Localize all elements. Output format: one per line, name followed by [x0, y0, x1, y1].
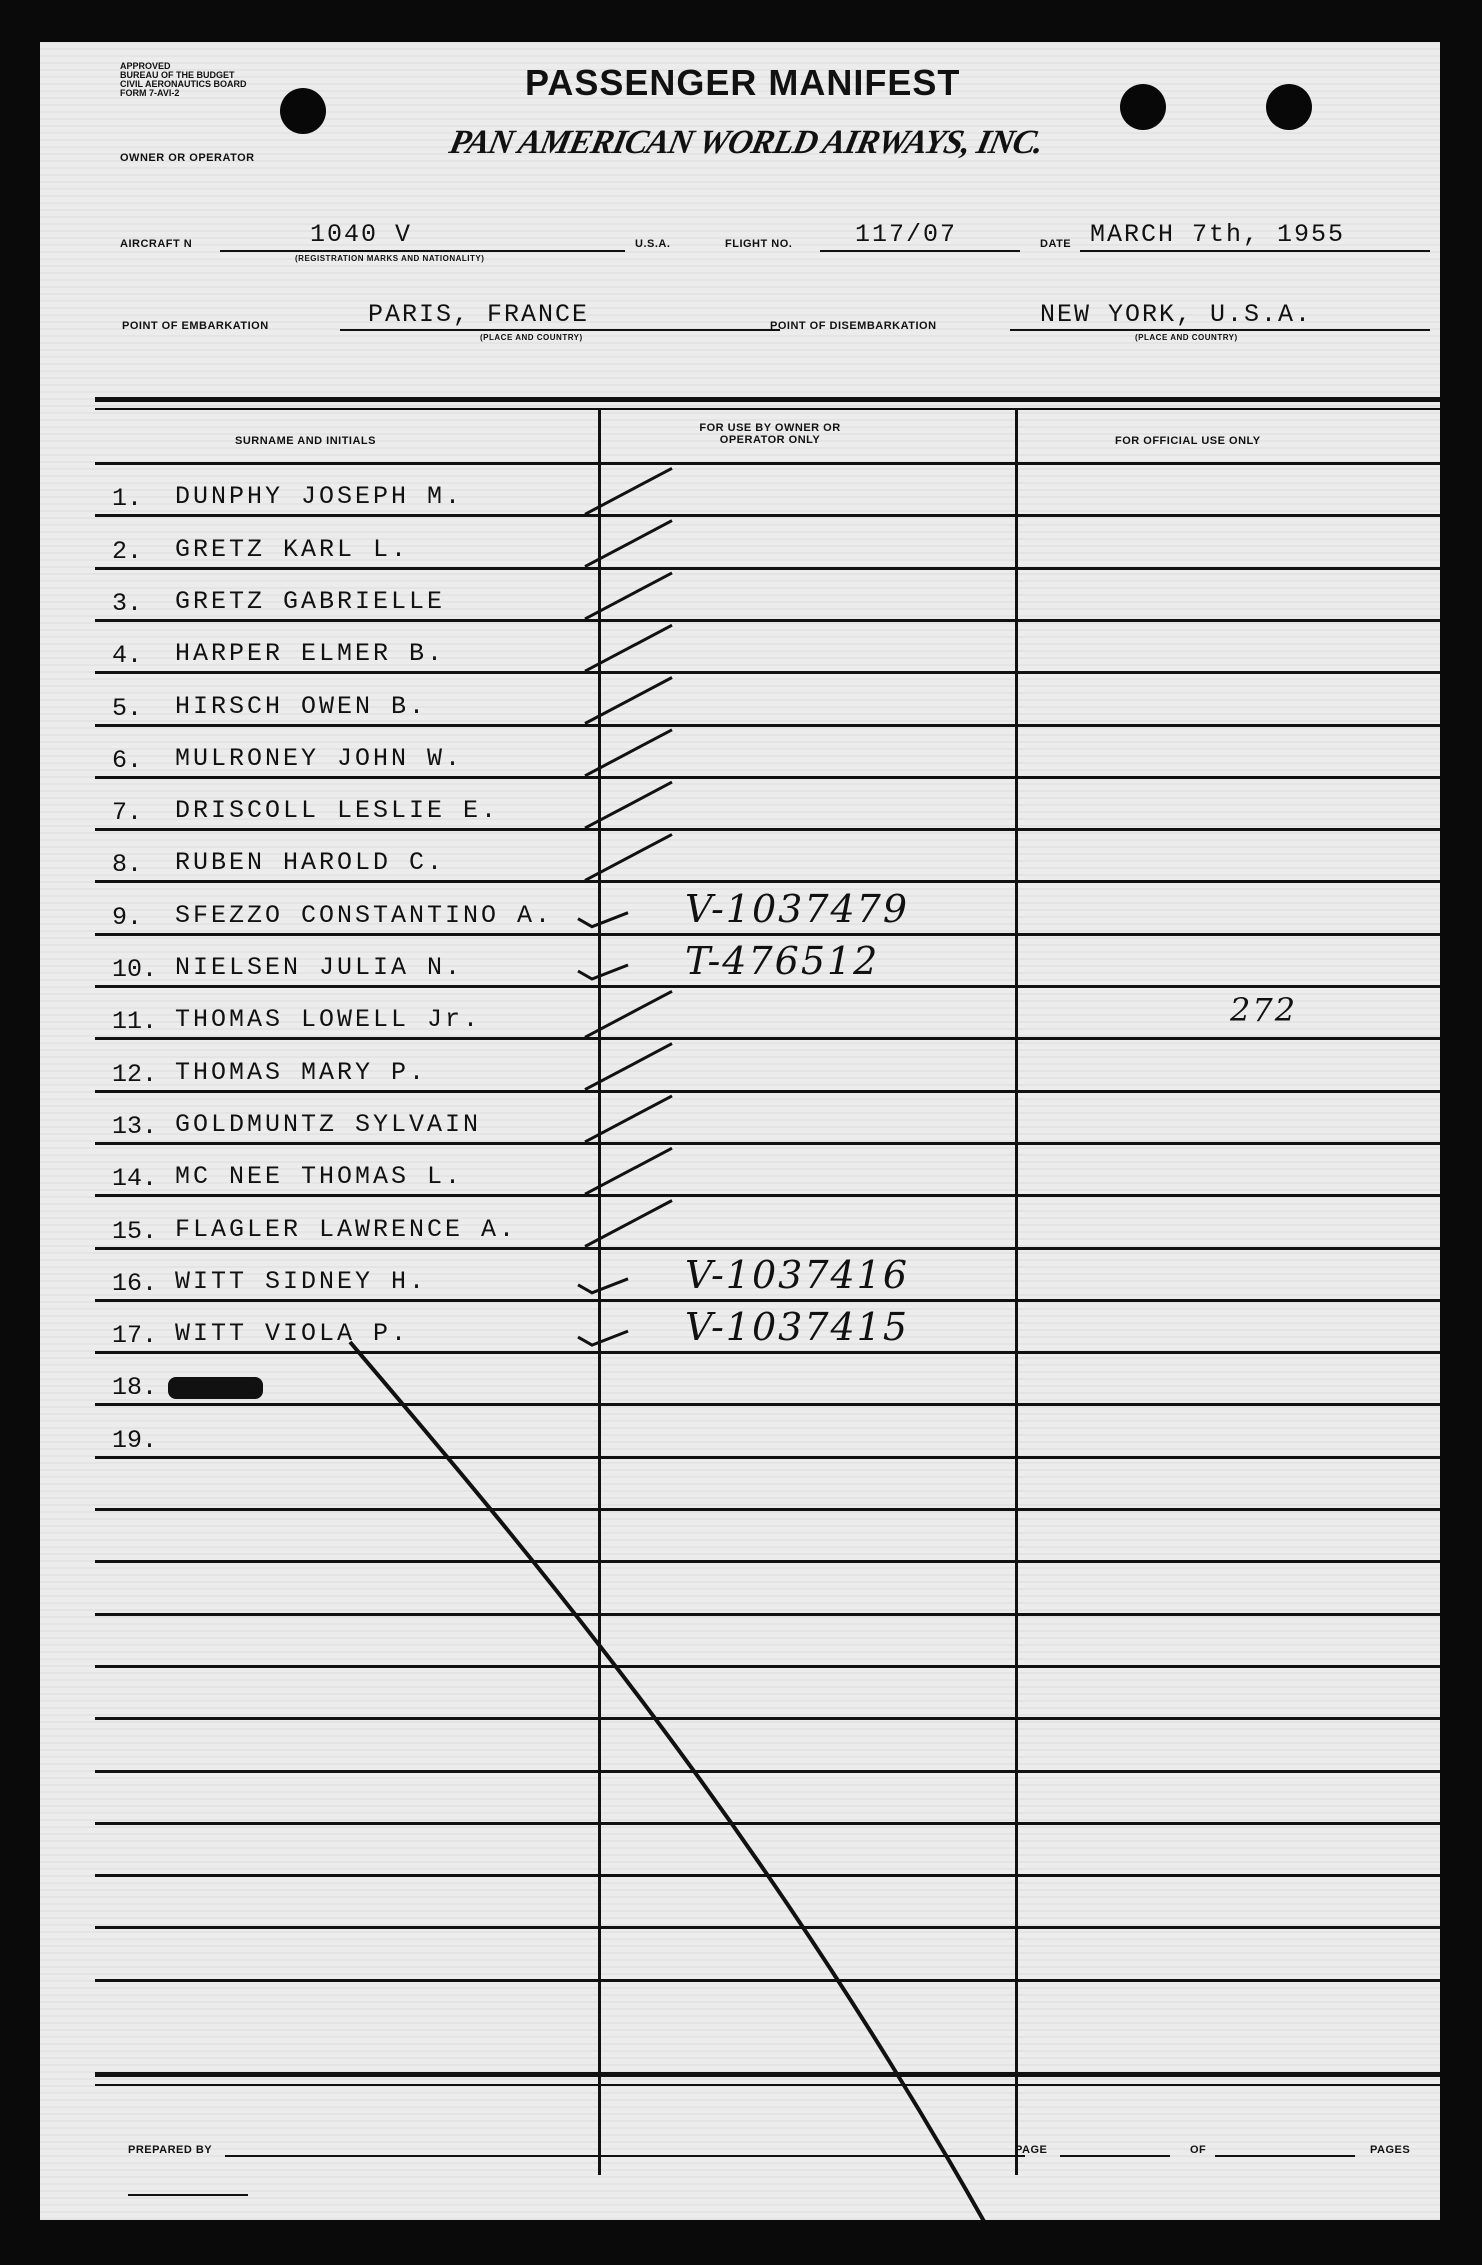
stamp-line: APPROVED [120, 61, 171, 71]
embark-label: POINT OF EMBARKATION [122, 320, 269, 332]
aircraft-label: AIRCRAFT N [120, 238, 193, 250]
column-divider [1015, 410, 1018, 2175]
passenger-name: WITT SIDNEY H. [175, 1267, 428, 1296]
passenger-name: RUBEN HAROLD C. [175, 848, 446, 877]
row-rule [95, 776, 1440, 779]
row-rule [95, 1926, 1440, 1929]
row-rule [95, 1351, 1440, 1354]
row-rule [95, 933, 1440, 936]
official-note: 272 [1230, 991, 1298, 1029]
row-number: 10. [112, 955, 158, 984]
row-number: 14. [112, 1164, 158, 1193]
page-title: PASSENGER MANIFEST [525, 62, 961, 103]
passenger-name: GRETZ GABRIELLE [175, 587, 446, 616]
col-header-name: SURNAME AND INITIALS [235, 435, 376, 447]
check-mark [578, 913, 628, 927]
disembark-label: POINT OF DISEMBARKATION [770, 320, 937, 332]
row-rule [95, 724, 1440, 727]
aircraft-value: 1040 V [310, 220, 413, 249]
operator-note: V-1037415 [685, 1305, 910, 1349]
row-number: 15. [112, 1217, 158, 1246]
disembark-sub: (PLACE AND COUNTRY) [1135, 333, 1238, 342]
row-rule [95, 1456, 1440, 1459]
passenger-name: GOLDMUNTZ SYLVAIN [175, 1110, 482, 1139]
row-rule [95, 1665, 1440, 1668]
row-rule [95, 1194, 1440, 1197]
passenger-name: HARPER ELMER B. [175, 639, 446, 668]
operator-name: PAN AMERICAN WORLD AIRWAYS, INC. [446, 124, 1047, 161]
page-label: PAGE [1015, 2144, 1048, 2156]
passenger-name: MULRONEY JOHN W. [175, 744, 464, 773]
col-header-operator [695, 422, 845, 446]
approval-stamp [120, 62, 247, 98]
row-number: 8. [112, 850, 143, 879]
row-rule [95, 1090, 1440, 1093]
date-label: DATE [1040, 238, 1072, 250]
redaction-mark [168, 1377, 263, 1399]
owner-label: OWNER OR OPERATOR [120, 152, 255, 164]
pages-label: PAGES [1370, 2144, 1411, 2156]
row-number: 9. [112, 903, 143, 932]
row-rule [95, 1037, 1440, 1040]
operator-note: V-1037479 [685, 887, 910, 931]
row-rule [95, 567, 1440, 570]
row-number: 4. [112, 641, 143, 670]
row-number: 3. [112, 589, 143, 618]
row-number: 1. [112, 484, 143, 513]
row-rule [95, 514, 1440, 517]
row-number: 6. [112, 746, 143, 775]
punch-hole [1120, 84, 1166, 130]
row-number: 2. [112, 537, 143, 566]
row-rule [95, 462, 1440, 465]
operator-note: T-476512 [685, 939, 880, 983]
passenger-name: MC NEE THOMAS L. [175, 1162, 464, 1191]
prepared-by-label: PREPARED BY [128, 2144, 213, 2156]
row-rule [95, 1247, 1440, 1250]
punch-hole [280, 88, 326, 134]
cancel-stroke [350, 1342, 990, 2220]
row-rule [95, 880, 1440, 883]
row-rule [95, 1560, 1440, 1563]
passenger-name: THOMAS MARY P. [175, 1058, 428, 1087]
passenger-name: GRETZ KARL L. [175, 535, 410, 564]
passenger-name: SFEZZO CONSTANTINO A. [175, 901, 554, 930]
disembark-value: NEW YORK, U.S.A. [1040, 300, 1313, 329]
operator-note: V-1037416 [685, 1253, 910, 1297]
row-rule [95, 1822, 1440, 1825]
row-number: 7. [112, 798, 143, 827]
passenger-name: HIRSCH OWEN B. [175, 692, 428, 721]
row-rule [95, 1403, 1440, 1406]
stamp-line: FORM 7-AVI-2 [120, 88, 180, 98]
embark-sub: (PLACE AND COUNTRY) [480, 333, 583, 342]
row-rule [95, 1717, 1440, 1720]
manifest-page [40, 42, 1440, 2220]
row-rule [95, 671, 1440, 674]
check-mark [578, 965, 628, 979]
passenger-name: WITT VIOLA P. [175, 1319, 410, 1348]
row-rule [95, 619, 1440, 622]
embark-value: PARIS, FRANCE [368, 300, 590, 329]
of-label: OF [1190, 2144, 1207, 2156]
row-rule [95, 1613, 1440, 1616]
flight-value: 117/07 [855, 220, 958, 249]
row-number: 17. [112, 1321, 158, 1350]
passenger-name: DRISCOLL LESLIE E. [175, 796, 500, 825]
row-rule [95, 985, 1440, 988]
row-rule [95, 1508, 1440, 1511]
aircraft-sub: (REGISTRATION MARKS AND NATIONALITY) [295, 254, 485, 263]
row-number: 18. [112, 1373, 158, 1402]
row-rule [95, 1770, 1440, 1773]
flight-label: FLIGHT NO. [725, 238, 793, 250]
row-rule [95, 1979, 1440, 1982]
row-rule [95, 1142, 1440, 1145]
row-number: 5. [112, 694, 143, 723]
col-header-operator-text: FOR USE BY OWNER OR OPERATOR ONLY [699, 422, 841, 446]
col-header-official: FOR OFFICIAL USE ONLY [1115, 435, 1261, 447]
row-rule [95, 1299, 1440, 1302]
row-number: 11. [112, 1007, 158, 1036]
check-mark [578, 1331, 628, 1345]
passenger-name: DUNPHY JOSEPH M. [175, 482, 464, 511]
row-number: 13. [112, 1112, 158, 1141]
check-mark [578, 1279, 628, 1293]
row-number: 12. [112, 1060, 158, 1089]
country-label: U.S.A. [635, 238, 671, 250]
row-rule [95, 828, 1440, 831]
punch-hole [1266, 84, 1312, 130]
column-divider [598, 410, 601, 2175]
row-number: 19. [112, 1426, 158, 1455]
stamp-line: CIVIL AERONAUTICS BOARD [120, 79, 247, 89]
date-value: MARCH 7th, 1955 [1090, 220, 1346, 249]
passenger-name: THOMAS LOWELL Jr. [175, 1005, 482, 1034]
passenger-name: NIELSEN JULIA N. [175, 953, 464, 982]
stamp-line: BUREAU OF THE BUDGET [120, 70, 235, 80]
row-number: 16. [112, 1269, 158, 1298]
passenger-name: FLAGLER LAWRENCE A. [175, 1215, 518, 1244]
row-rule [95, 1874, 1440, 1877]
